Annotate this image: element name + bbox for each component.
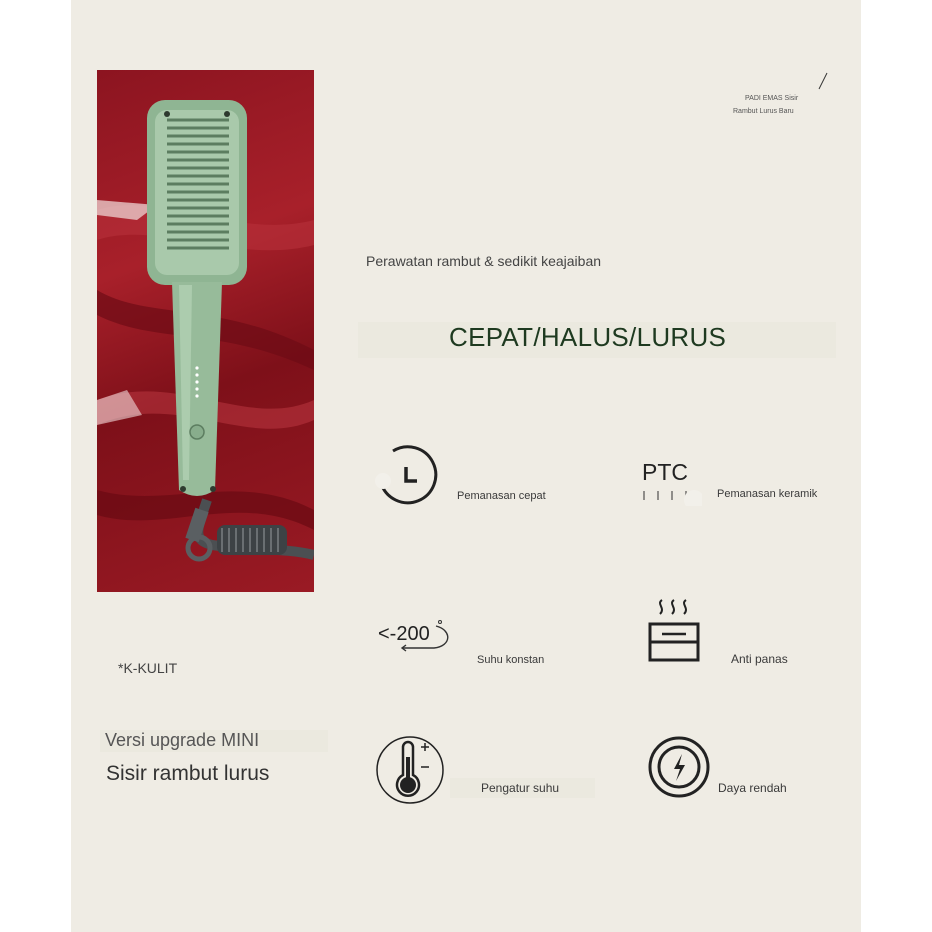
clock-icon: [373, 443, 439, 509]
product-photo: [97, 70, 314, 592]
feature-label-constant-temperature: Suhu konstan: [477, 654, 545, 666]
brand-note-line2: Rambut Lurus Baru: [733, 108, 794, 115]
heat-shield-icon: [648, 596, 704, 664]
feature-label-ceramic-heating: Pemanasan keramik: [717, 488, 818, 500]
brand-slash: [817, 72, 829, 95]
product-name: Sisir rambut lurus: [106, 762, 270, 785]
feature-label-fast-heating: Pemanasan cepat: [457, 490, 546, 502]
thermometer-icon: [375, 735, 445, 805]
low-power-icon: [648, 736, 712, 800]
feature-label-low-power: Daya rendah: [718, 781, 787, 795]
hair-straightener-brush-image: [97, 70, 314, 592]
tagline: Perawatan rambut & sedikit keajaiban: [366, 253, 602, 269]
version-text: Versi upgrade MINI: [105, 730, 260, 750]
temperature-200-icon-text: <-200: [378, 623, 430, 645]
color-label: *K-KULIT: [118, 660, 178, 676]
feature-label-temperature-control: Pengatur suhu: [481, 781, 560, 795]
feature-label-anti-heat: Anti panas: [731, 652, 788, 666]
temperature-200-icon: [398, 620, 454, 654]
brand-note-line1: PADI EMAS Sisir: [745, 95, 799, 102]
headline: CEPAT/HALUS/LURUS: [449, 322, 727, 352]
ptc-icon-text: PTC: [642, 459, 688, 485]
ptc-icon: [642, 486, 702, 506]
